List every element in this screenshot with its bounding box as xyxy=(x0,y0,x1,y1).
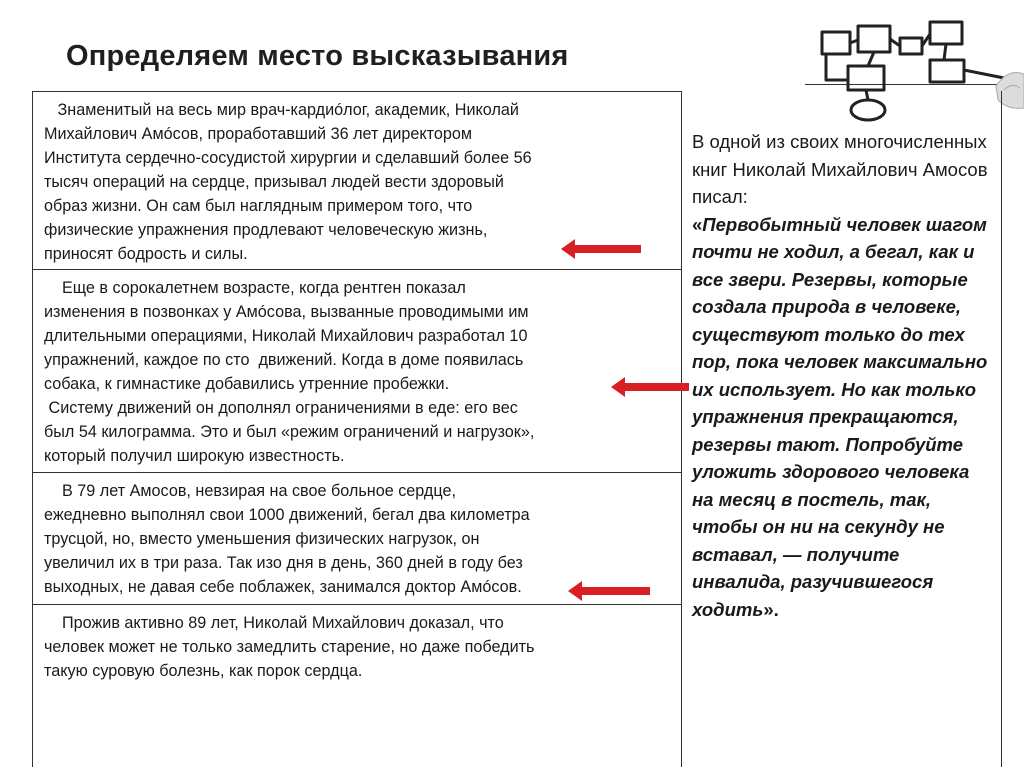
text-table xyxy=(32,91,682,767)
quote-close-mark: ». xyxy=(763,598,779,620)
row-text: Знаменитый на весь мир врач-кардиóлог, академик, Николай Михайлович Амóсов, проработавший 36 лет директором Института сердечно-сосудистой хирургии и сделавший более 56 тысяч операций на сердце, призывал людей вести здоровый образ жизни. Он сам был наглядным примером того, что физические упражнения продлевают человеческую жизнь, приносят бодрость и силы. xyxy=(44,101,532,263)
arrow-left-icon xyxy=(623,383,689,391)
table-row xyxy=(33,92,681,270)
row-text: В 79 лет Амосов, невзирая на свое больное сердце, ежедневно выполнял свои 1000 движений, бегал два километра трусцой, но, вместо уменьшения физических нагрузок, он увеличил их в три раза. Так изо дня в день, 360 дней в году без выходных, не давая себе поблажек, занимался доктор Амóсов. xyxy=(44,482,530,596)
table-row xyxy=(33,270,681,473)
slide-title: Определяем место высказывания xyxy=(66,40,569,72)
quote-column xyxy=(682,91,1002,767)
table-row xyxy=(33,473,681,605)
quote-intro: В одной из своих многочисленных книг Николай Михайлович Амосов писал: xyxy=(692,131,988,207)
row-text: Прожив активно 89 лет, Николай Михайлович доказал, что человек может не только замедлить старение, но даже победить такую суровую болезнь, как порок сердца. xyxy=(44,614,535,680)
arrow-left-icon xyxy=(580,587,650,595)
table-row xyxy=(33,605,681,768)
quote-block xyxy=(692,128,992,623)
quote-open-mark: « xyxy=(692,213,703,235)
arrow-left-icon xyxy=(573,245,641,253)
row-text: Еще в сорокалетнем возрасте, когда рентген показал изменения в позвонках у Амóсова, вызванные проводимыми им длительными операциями, Николай Михайлович разработал 10 упражнений, каждое по сто движений. Когда в доме появилась собака, к гимнастике добавились утренние пробежки. Систему движений он дополнял ограничениями в еде: его вес был 54 килограмма. Это и был «режим ограничений и нагрузок», который получил широкую известность. xyxy=(44,279,535,465)
quote-text: Первобытный человек шагом почти не ходил, а бегал, как и все звери. Резервы, которые создала природа в человеке, существуют только до тех пор, пока человек максимально их использует. Но как только упражнения прекращаются, резервы тают. Попробуйте уложить здорового человека на месяц в постель, так, чтобы он ни на секунду не вставал, — получите инвалида, разучившегося ходить xyxy=(692,213,988,620)
